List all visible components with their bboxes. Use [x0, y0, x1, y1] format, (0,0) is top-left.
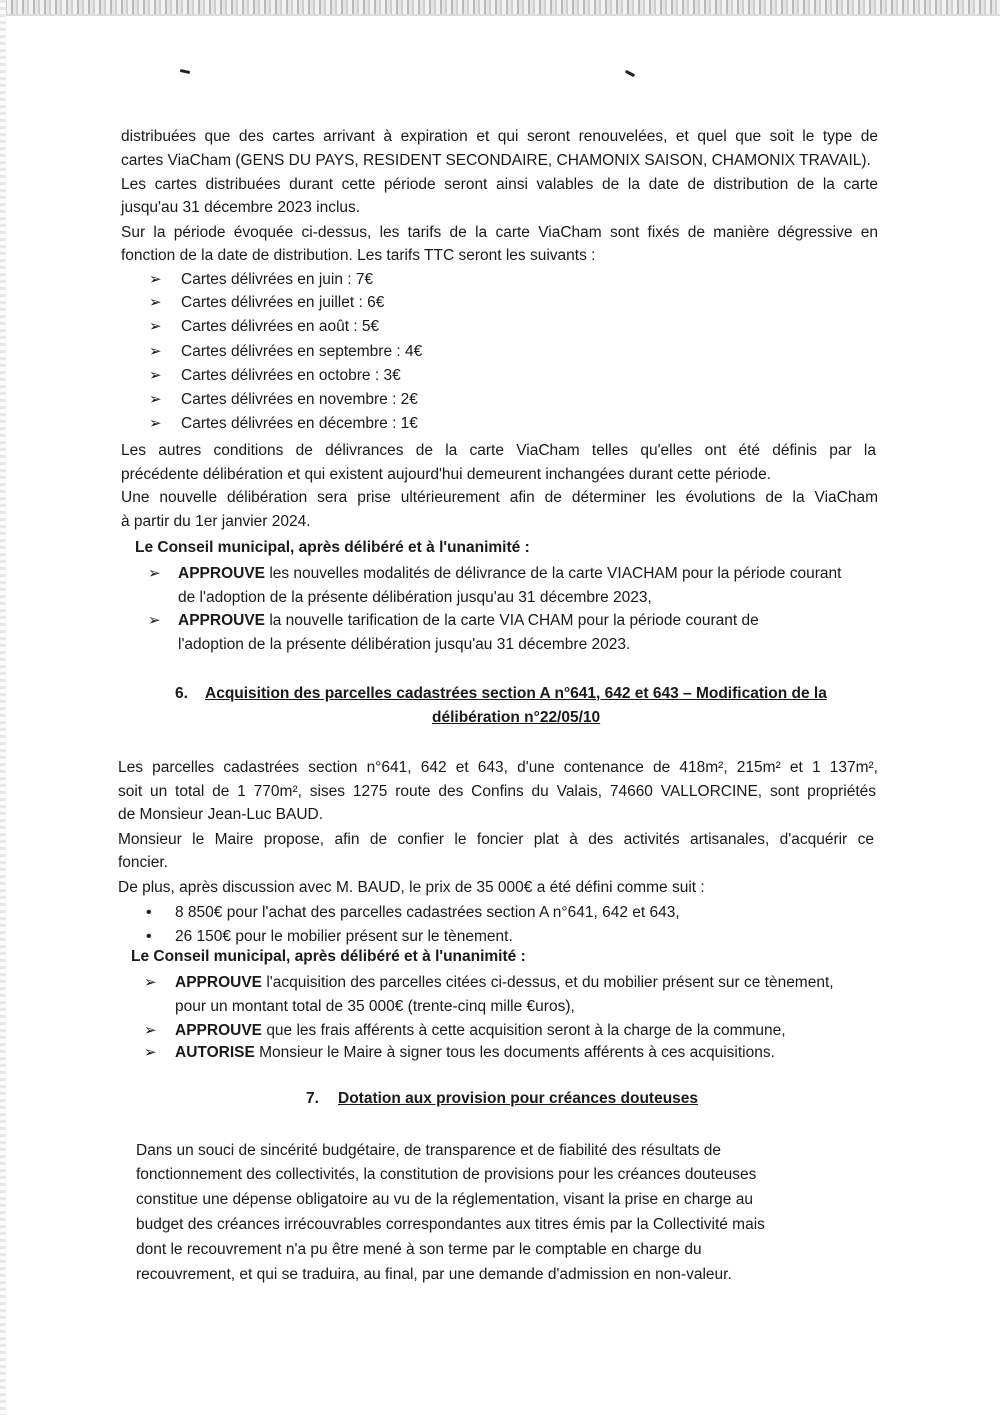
- intro-line: fonction de la date de distribution. Les tarifs TTC seront les suivants :: [121, 247, 596, 264]
- decision-verb: AUTORISE: [175, 1044, 255, 1061]
- body-line: Les parcelles cadastrées section n°641, 642 et 643, d'une contenance de 418m², 215m² et 1 137m²,: [118, 759, 878, 776]
- arrow-bullet-icon: ➢: [149, 318, 162, 335]
- list-item: 8 850€ pour l'achat des parcelles cadastrées section A n°641, 642 et 643,: [175, 904, 680, 921]
- decision-line: [175, 1021, 786, 1041]
- decision-line: pour un montant total de 35 000€ (trente-cinq mille €uros),: [175, 998, 575, 1015]
- body-line: budget des créances irrécouvrables correspondantes aux titres émis par la Collectivité mais: [136, 1216, 765, 1233]
- bullet-icon: •: [146, 928, 152, 945]
- body-line: Une nouvelle délibération sera prise ultérieurement afin de déterminer les évolutions de la ViaCham: [121, 489, 878, 506]
- body-line: constitue une dépense obligatoire au vu de la réglementation, visant la prise en charge au: [136, 1191, 753, 1208]
- body-line: recouvrement, et qui se traduira, au final, par une demande d'admission en non-valeur.: [136, 1266, 732, 1283]
- section-number: 6.: [175, 685, 188, 702]
- decision-line: de l'adoption de la présente délibération jusqu'au 31 décembre 2023,: [178, 589, 652, 606]
- list-item: Cartes délivrées en octobre : 3€: [181, 367, 401, 384]
- body-line: De plus, après discussion avec M. BAUD, le prix de 35 000€ a été défini comme suit :: [118, 879, 705, 896]
- body-line: de Monsieur Jean-Luc BAUD.: [118, 806, 324, 823]
- intro-line: cartes ViaCham (GENS DU PAYS, RESIDENT SECONDAIRE, CHAMONIX SAISON, CHAMONIX TRAVAIL).: [121, 152, 871, 169]
- list-item: Cartes délivrées en août : 5€: [181, 318, 380, 335]
- decision-text: les nouvelles modalités de délivrance de la carte VIACHAM pour la période courant: [269, 565, 842, 582]
- arrow-bullet-icon: ➢: [144, 974, 157, 991]
- decision-verb: APPROUVE: [175, 1022, 262, 1039]
- arrow-bullet-icon: ➢: [148, 612, 161, 629]
- intro-line: Sur la période évoquée ci-dessus, les tarifs de la carte ViaCham sont fixés de manière dégressive en: [121, 224, 878, 241]
- body-line: Monsieur le Maire propose, afin de confier le foncier plat à des activités artisanales, d'acquérir ce: [118, 831, 874, 848]
- arrow-bullet-icon: ➢: [149, 343, 162, 360]
- decision-line: l'adoption de la présente délibération jusqu'au 31 décembre 2023.: [178, 636, 631, 653]
- list-item: 26 150€ pour le mobilier présent sur le tènement.: [175, 928, 513, 945]
- body-line: dont le recouvrement n'a pu être mené à son terme par le comptable en charge du: [136, 1241, 702, 1258]
- decision-verb: APPROUVE: [178, 612, 265, 629]
- intro-line: distribuées que des cartes arrivant à expiration et qui seront renouvelées, et quel que soit le type de: [121, 128, 878, 145]
- body-line: foncier.: [118, 854, 168, 871]
- body-line: précédente délibération et qui existent aujourd'hui demeurent inchangées durant cette période.: [121, 466, 772, 483]
- decision-verb: APPROUVE: [175, 974, 262, 991]
- section-title: Acquisition des parcelles cadastrées section A n°641, 642 et 643 – Modification de la: [205, 685, 827, 702]
- arrow-bullet-icon: ➢: [149, 294, 162, 311]
- decision-line: [175, 973, 834, 993]
- section-title: Dotation aux provision pour créances douteuses: [338, 1090, 699, 1107]
- section-title: délibération n°22/05/10: [432, 709, 601, 726]
- arrow-bullet-icon: ➢: [149, 271, 162, 288]
- decision-text: la nouvelle tarification de la carte VIA CHAM pour la période courant de: [269, 612, 759, 629]
- decision-text: l'acquisition des parcelles citées ci-dessus, et du mobilier présent sur ce tènement,: [266, 974, 834, 991]
- decision-text: Monsieur le Maire à signer tous les documents afférents à ces acquisitions.: [259, 1044, 775, 1061]
- arrow-bullet-icon: ➢: [144, 1044, 157, 1061]
- list-item: Cartes délivrées en décembre : 1€: [181, 415, 418, 432]
- body-line: Dans un souci de sincérité budgétaire, de transparence et de fiabilité des résultats de: [136, 1142, 722, 1159]
- intro-line: jusqu'au 31 décembre 2023 inclus.: [121, 199, 361, 216]
- decision-verb: APPROUVE: [178, 565, 265, 582]
- list-item: Cartes délivrées en juillet : 6€: [181, 294, 385, 311]
- arrow-bullet-icon: ➢: [149, 415, 162, 432]
- arrow-bullet-icon: ➢: [144, 1022, 157, 1039]
- decision-line: [175, 1043, 775, 1063]
- body-line: Les autres conditions de délivrances de la carte ViaCham telles qu'elles ont été définis par la: [121, 442, 876, 459]
- council-heading: Le Conseil municipal, après délibéré et à l'unanimité :: [135, 539, 530, 556]
- body-line: soit un total de 1 770m², sises 1275 route des Confins du Valais, 74660 VALLORCINE, sont propriétés: [118, 783, 876, 800]
- decision-line: [178, 564, 841, 584]
- body-line: à partir du 1er janvier 2024.: [121, 513, 311, 530]
- decision-line: [178, 611, 759, 631]
- arrow-bullet-icon: ➢: [149, 391, 162, 408]
- bullet-icon: •: [146, 904, 152, 921]
- intro-line: Les cartes distribuées durant cette période seront ainsi valables de la date de distribution de la carte: [121, 176, 878, 193]
- list-item: Cartes délivrées en septembre : 4€: [181, 343, 423, 360]
- list-item: Cartes délivrées en novembre : 2€: [181, 391, 418, 408]
- arrow-bullet-icon: ➢: [149, 367, 162, 384]
- council-heading: Le Conseil municipal, après délibéré et à l'unanimité :: [131, 948, 526, 965]
- decision-text: que les frais afférents à cette acquisition seront à la charge de la commune,: [266, 1022, 786, 1039]
- arrow-bullet-icon: ➢: [148, 565, 161, 582]
- section-number: 7.: [306, 1090, 319, 1107]
- list-item: Cartes délivrées en juin : 7€: [181, 271, 374, 288]
- body-line: fonctionnement des collectivités, la constitution de provisions pour les créances douteuses: [136, 1166, 757, 1183]
